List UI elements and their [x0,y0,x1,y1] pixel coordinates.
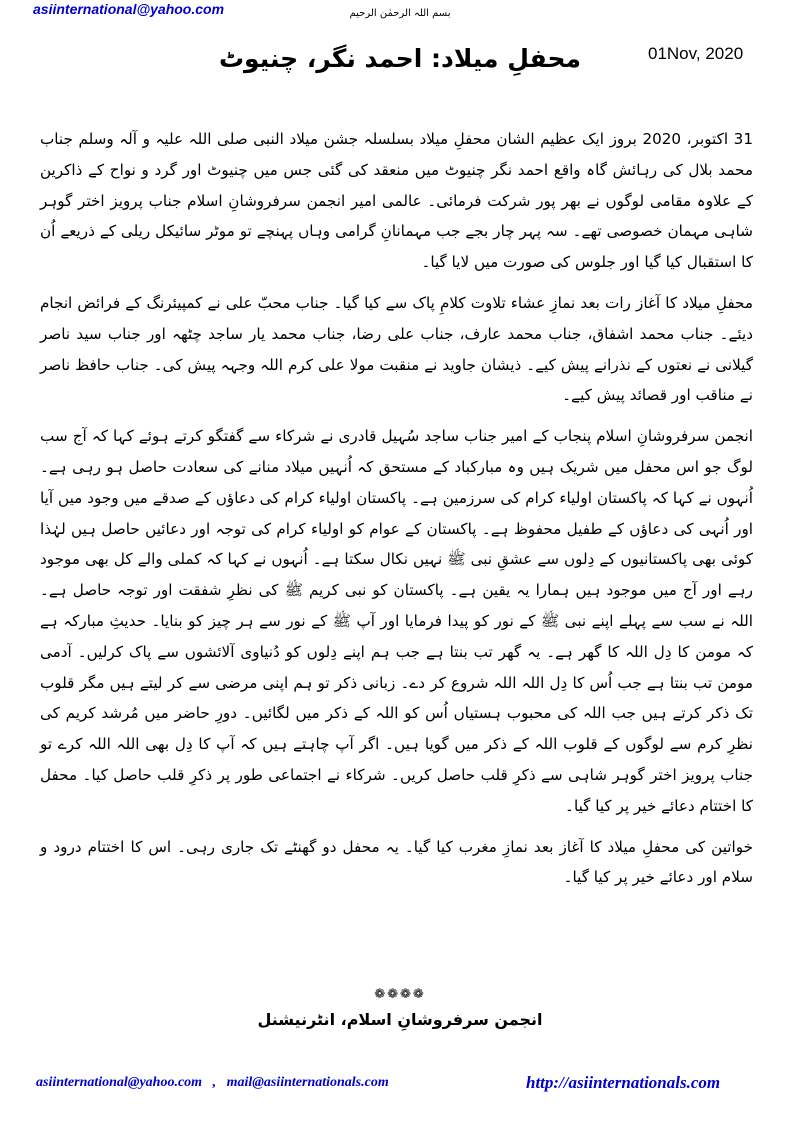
footer-emails [36,1075,389,1091]
bismillah: بسم اللہ الرحمٰن الرحیم [349,8,451,19]
article-paragraph-4: خواتین کی محفلِ میلاد کا آغاز بعد نمازِ مغرب کیا گیا۔ یہ محفل دو گھنٹے تک جاری رہی۔ اس کا اختتام درود و سلام اور دعائے خیر پر کیا گیا۔ [40,837,753,887]
article-paragraph-2: محفلِ میلاد کا آغاز رات بعد نمازِ عشاء تلاوت کلامِ پاک سے کیا گیا۔ جناب محبّ علی نے کمپیئرنگ کے فرائض انجام دیئے۔ جناب محمد اشفاق، جناب محمد عارف، جناب علی رضا، جناب محمد یار ساجد چٹھہ اور جناب سید ناصر گیلانی نے نعتوں کے نذرانے پیش کیے۔ ذیشان جاوید نے منقبت مولا علی کرم اللہ وجہہ پیش کی۔ جناب حافظ ناصر نے مناقب اور قصائد پیش کیے۔ [40,293,753,405]
article-body [40,124,753,903]
article-paragraph-3: انجمن سرفروشانِ اسلام پنجاب کے امیر جناب ساجد سُہیل قادری نے شرکاء سے گفتگو کرتے ہوئے کہا کہ آج سب لوگ جو اس محفل میں شریک ہیں وہ مبارکباد کے مستحق کہ اُنہیں میلاد منانے کی سعادت حاصل ہو رہی ہے۔ اُنہوں نے کہا کہ پاکستان اولیاء کرام کی سرزمین ہے۔ پاکستان اولیاء کرام کی دعاؤں کے صدقے میں وجود میں آیا اور اُنہی کی دعاؤں کے طفیل محفوظ ہے۔ پاکستان کے عوام کو اولیاء کرام کی توجہ اور دعائیں حاصل ہیں لہٰذا کوئی بھی پاکستانیوں کے دِلوں سے عشقِ نبی ﷺ نہیں نکال سکتا ہے۔ اُنہوں نے کہا کہ کملی والے کل بھی موجود رہے اور آج میں موجود ہیں ہمارا یہ یقین ہے۔ پاکستان کو نبی کریم ﷺ کی نظرِ شفقت اور توجہ حاصل ہے۔ اللہ نے سب سے پہلے اپنے نبی ﷺ کے نور کو پیدا فرمایا اور آپ ﷺ کے نور سے ہر چیز کو بنایا۔ حدیثِ مبارکہ ہے کہ مومن کا دِل اللہ کا گھر ہے۔ یہ گھر تب بنتا ہے جب ہم اپنے دِلوں کو دُنیاوی آلائشوں سے پاک کرلیں۔ آدمی مومن تب بنتا ہے جب اُس کا دِل اللہ اللہ شروع کر دے۔ زبانی ذکر تو ہم اپنی مرضی سے کر لیتے ہیں مگر قلوب تک ذکر کرتے ہیں جب اللہ کی محبوب ہستیاں اُس کو اللہ کے ذکر میں لگائیں۔ دورِ حاضر میں مُرشد کریم کی نظرِ کرم سے لوگوں کے قلوب اللہ کے ذکر میں گویا ہیں۔ اگر آپ چاہتے ہیں کہ آپ کا دِل بھی اللہ اللہ کرے تو جناب پرویز اختر گوہر شاہی سے ذکرِ قلب حاصل کریں۔ شرکاء نے اجتماعی طور پر ذکرِ قلب حاصل کیا۔ محفل کا اختتام دعائے خیر پر کیا گیا۔ [40,427,753,815]
footer-website-link[interactable]: http://asiinternationals.com [526,1073,721,1092]
organization-name: انجمن سرفروشانِ اسلام، انٹرنیشنل [257,1010,543,1029]
ornament-divider: ❁❁❁❁ [374,987,426,1002]
footer-email-link-2[interactable]: mail@asiinternationals.com [226,1075,389,1090]
date: 01Nov, 2020 [648,44,744,63]
header-email-link[interactable]: asiinternational@yahoo.com [33,1,225,17]
article-paragraph-1: 31 اکتوبر، 2020 بروز ایک عظیم الشان محفلِ میلاد بسلسلہ جشن میلاد النبی صلی اللہ علیہ و آلہ وسلم جناب محمد بلال کی رہائش گاہ واقع احمد نگر چنیوٹ میں منعقد کی گئی جس میں چنیوٹ اور گرد و نواح کے ذاکرین کے علاوہ مقامی لوگوں نے بھر پور شرکت فرمائی۔ عالمی امیر انجمن سرفروشانِ اسلام جناب پرویز اختر گوہر شاہی مہمان خصوصی تھے۔ سہ پہر چار بجے جب مہمانانِ گرامی وہاں پہنچے تو موٹر سائیکل ریلی کے ذریعے اُن کا استقبال کیا گیا اور جلوس کی صورت میں لایا گیا۔ [40,130,753,272]
footer-separator: , [202,1075,227,1090]
footer-email-link-1[interactable]: asiinternational@yahoo.com [36,1075,203,1090]
page-title: محفلِ میلاد: احمد نگر، چنیوٹ [218,44,582,73]
